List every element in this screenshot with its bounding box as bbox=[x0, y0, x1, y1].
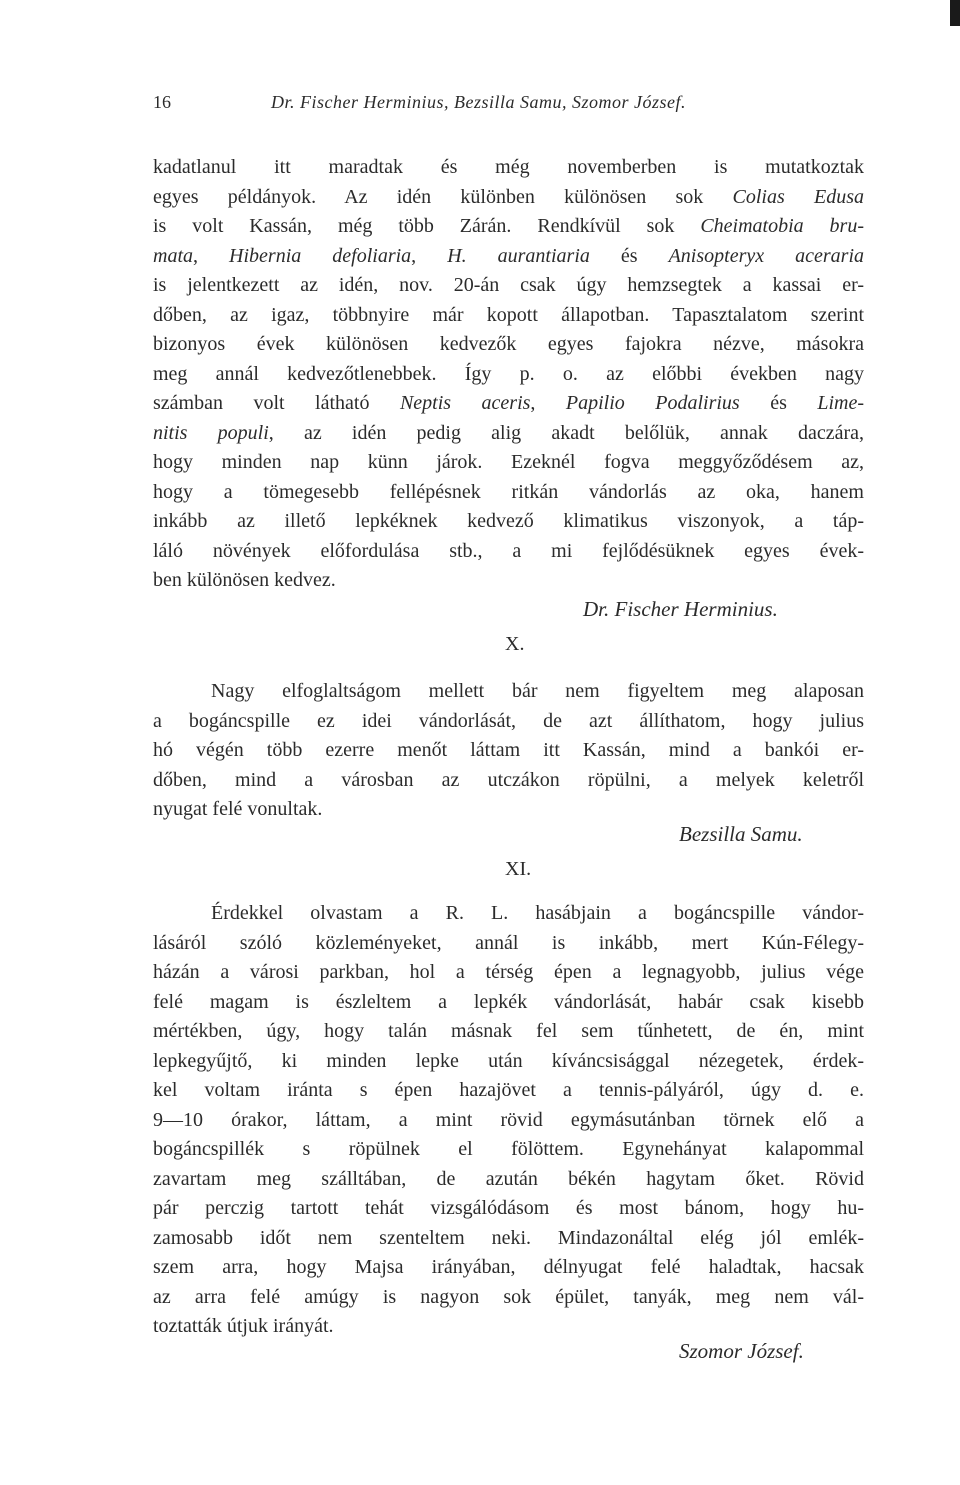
text-line: toztatták útjuk irányát. bbox=[153, 1315, 334, 1337]
text-line: dőben, mind a városban az utczákon röpülni, a melyek keletről bbox=[153, 768, 864, 791]
text-line: kadatlanul itt maradtak és még novemberben is mutatkoztak bbox=[153, 156, 864, 178]
text-line: mértékben, úgy, hogy talán másnak fel sem tűnhetett, de én, mint bbox=[153, 1020, 864, 1042]
paragraph-bezsilla bbox=[153, 677, 864, 825]
text-line: meg annál kedvezőtlenebbek. Így p. o. az előbbi években nagy bbox=[153, 362, 864, 385]
section-number-x: X. bbox=[505, 633, 525, 655]
text-line: nyugat felé vonultak. bbox=[153, 798, 323, 820]
signature-bezsilla: Bezsilla Samu. bbox=[679, 822, 803, 846]
text-line: inkább az illető lepkéknek kedvező klimatikus viszonyok, a táp- bbox=[153, 510, 864, 532]
paragraph-fischer bbox=[153, 153, 864, 596]
text-line: Nagy elfoglaltságom mellett bár nem figyeltem meg alaposan bbox=[211, 680, 864, 702]
text-line: számban volt látható Neptis aceris, Papilio Podalirius és Lime- bbox=[153, 392, 864, 414]
text-line: is volt Kassán, még több Zárán. Rendkívül sok Cheimatobia bru- bbox=[153, 215, 864, 237]
text-line: egyes példányok. Az idén különben különösen sok Colias Edusa bbox=[153, 185, 864, 208]
page-number: 16 bbox=[153, 92, 171, 112]
text-line: dőben, az igaz, többnyire már kopott állapotban. Tapasztalatom szerint bbox=[153, 303, 864, 326]
text-line: házán a városi parkban, hol a térség épen a legnagyobb, julius vége bbox=[153, 961, 864, 983]
text-line: Érdekkel olvastam a R. L. hasábjain a bogáncspille vándor- bbox=[211, 902, 864, 924]
text-line: lepkegyűjtő, ki minden lepke után kíváncsisággal nézegetek, érdek- bbox=[153, 1049, 864, 1072]
text-line: láló növények előfordulása stb., a mi fejlődésüknek egyes évek- bbox=[153, 539, 864, 562]
text-line: zamosabb időt nem szenteltem neki. Mindazonáltal elég jól emlék- bbox=[153, 1226, 864, 1249]
text-line: ben különösen kedvez. bbox=[153, 569, 336, 591]
text-line: bogáncspillék s röpülnek el fölöttem. Egynehányat kalapommal bbox=[153, 1138, 864, 1160]
paragraph-szomor bbox=[153, 899, 864, 1342]
text-line: felé magam is észleltem a lepkék vándorlását, habár csak kisebb bbox=[153, 990, 864, 1013]
text-line: is jelentkezett az idén, nov. 20-án csak úgy hemzsegtek a kassai er- bbox=[153, 274, 864, 296]
text-line: hó végén több ezerre menőt láttam itt Kassán, mind a bankói er- bbox=[153, 739, 864, 761]
text-line: lásáról szóló közleményeket, annál is inkább, mert Kún-Félegy- bbox=[153, 931, 864, 954]
text-line: kel voltam iránta s épen hazajövet a tennis-pályáról, úgy d. e. bbox=[153, 1079, 864, 1101]
signature-fischer: Dr. Fischer Herminius. bbox=[583, 597, 778, 621]
text-line: mata, Hibernia defoliaria, H. aurantiaria és Anisopteryx aceraria bbox=[153, 244, 864, 267]
page-edge-mark bbox=[950, 0, 960, 26]
text-line: szem arra, hogy Majsa irányában, délnyugat felé haladtak, hacsak bbox=[153, 1256, 864, 1278]
text-line: hogy a tömegesebb fellépésnek ritkán vándorlás az oka, hanem bbox=[153, 480, 864, 503]
running-head: Dr. Fischer Herminius, Bezsilla Samu, Szomor József. bbox=[271, 92, 686, 112]
text-line: pár perczig tartott tehát vizsgálódásom és most bánom, hogy hu- bbox=[153, 1197, 864, 1219]
text-line: hogy minden nap künn járok. Ezeknél fogva meggyőződésem az, bbox=[153, 451, 864, 473]
section-number-xi: XI. bbox=[505, 858, 532, 880]
text-line: nitis populi, az idén pedig alig akadt belőlük, annak daczára, bbox=[153, 421, 864, 444]
text-line: az arra felé amúgy is nagyon sok épület, tanyák, meg nem vál- bbox=[153, 1285, 864, 1308]
text-line: 9—10 órakor, láttam, a mint rövid egymásutánban törnek elő a bbox=[153, 1108, 864, 1131]
text-line: a bogáncspille ez idei vándorlását, de azt állíthatom, hogy julius bbox=[153, 709, 864, 732]
signature-szomor: Szomor József. bbox=[679, 1339, 804, 1363]
text-line: bizonyos évek különösen kedvezők egyes fajokra nézve, másokra bbox=[153, 333, 864, 355]
text-line: zavartam meg szálltában, de azután békén hagytam őket. Rövid bbox=[153, 1167, 864, 1190]
